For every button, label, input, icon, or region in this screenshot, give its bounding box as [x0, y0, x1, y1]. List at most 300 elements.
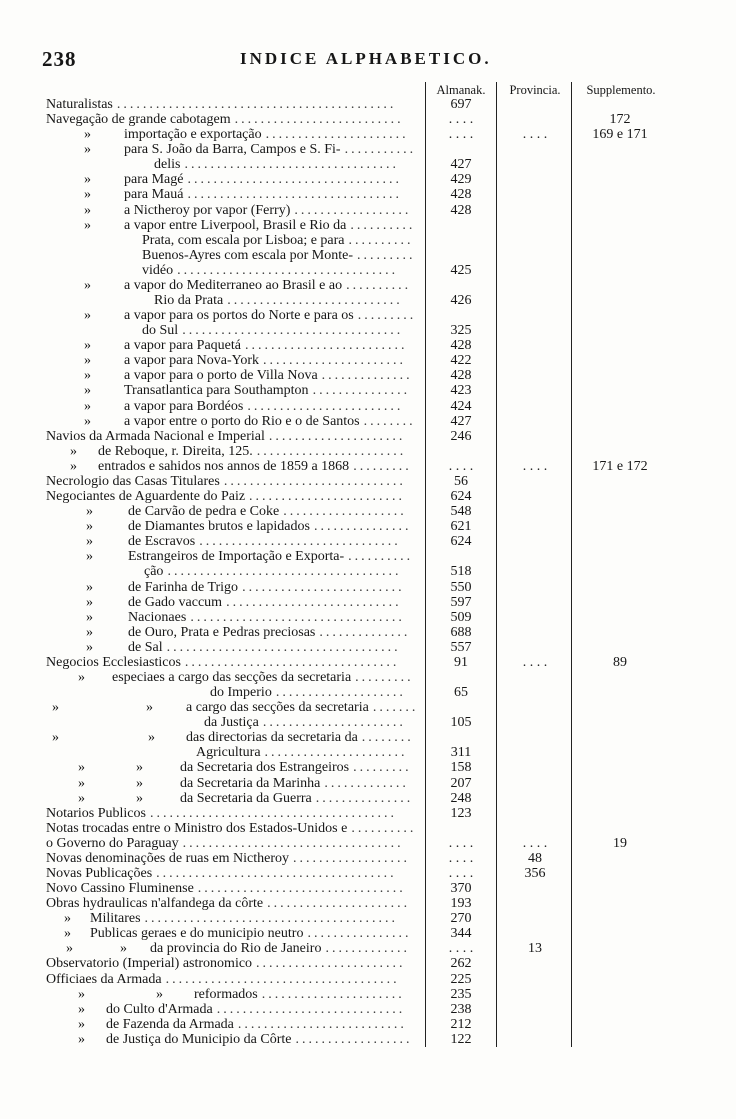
- index-row: [0, 625, 736, 640]
- entry-label: de Escravos: [128, 534, 196, 550]
- almanak-ref: 557: [450, 639, 472, 655]
- dot-leaders: ...............: [315, 790, 414, 806]
- ditto-mark: »: [78, 1001, 85, 1017]
- entry-label: Novas Publicações: [46, 865, 153, 881]
- dot-leaders: ......................: [265, 127, 409, 143]
- ditto-mark: »: [84, 383, 91, 399]
- dot-leaders: ..................: [295, 1031, 413, 1047]
- dot-leaders: .....................................: [156, 865, 397, 881]
- ditto-mark: »: [84, 142, 91, 158]
- dot-leaders: .................................: [184, 654, 400, 670]
- almanak-ref: 422: [450, 353, 472, 369]
- almanak-ref: 246: [450, 428, 472, 444]
- dot-leaders: ......................: [262, 715, 406, 731]
- dot-leaders: .................................: [187, 172, 402, 188]
- almanak-ref: 428: [450, 368, 472, 384]
- dot-leaders: .........................: [245, 338, 408, 354]
- almanak-ref: . . . .: [448, 850, 474, 866]
- entry-label: de Fazenda da Armada: [106, 1016, 234, 1032]
- entry-label: de Gado vaccum: [128, 594, 223, 610]
- dot-leaders: ......................: [267, 896, 411, 912]
- entry-label: Notas trocadas entre o Ministro dos Estados-Unidos e: [46, 820, 348, 836]
- entry-label: entrados e sahidos nos annos de 1859 a 1868: [98, 458, 350, 474]
- dot-leaders: ..................................: [182, 323, 404, 339]
- dot-leaders: ...........: [344, 142, 417, 158]
- almanak-ref: 91: [454, 654, 468, 670]
- almanak-ref: 425: [450, 262, 472, 278]
- almanak-ref: 697: [450, 97, 472, 112]
- index-row: [0, 851, 736, 866]
- index-row: [0, 700, 736, 715]
- entry-label: Novas denominações de ruas em Nictheroy: [46, 850, 289, 866]
- entry-label: da Secretaria da Guerra: [180, 790, 312, 806]
- ditto-mark: »: [84, 172, 91, 188]
- ditto-mark: »: [78, 669, 85, 685]
- entry-label: Navios da Armada Nacional e Imperial: [46, 428, 265, 444]
- entry-label: de Justiça do Municipio da Côrte: [106, 1031, 292, 1047]
- almanak-ref: . . . .: [448, 941, 474, 957]
- page-number: 238: [42, 47, 77, 71]
- ditto-mark: »: [78, 1016, 85, 1032]
- entry-label: a Nictheroy por vapor (Ferry): [124, 202, 291, 218]
- index-row: [0, 911, 736, 926]
- index-row: [0, 685, 736, 700]
- index-row: [0, 806, 736, 821]
- entry-label: Negocios Ecclesiasticos: [46, 654, 181, 670]
- index-row: [0, 836, 736, 851]
- ditto-mark: »: [84, 353, 91, 369]
- ditto-mark: »: [84, 217, 91, 233]
- almanak-ref: 235: [450, 986, 472, 1002]
- ditto-mark: »: [86, 534, 93, 550]
- entry-label: do Culto d'Armada: [106, 1001, 213, 1017]
- almanak-ref: 262: [450, 956, 472, 972]
- almanak-ref: 65: [454, 685, 468, 701]
- ditto-mark: »: [136, 775, 143, 791]
- column-header-provincia: Provincia.: [509, 83, 561, 97]
- index-row: [0, 308, 736, 323]
- index-row: [0, 866, 736, 881]
- index-row: [0, 429, 736, 444]
- column-header-almanak: Almanak.: [436, 83, 486, 97]
- ditto-mark: »: [64, 926, 71, 942]
- entry-label: Prata, com escala por Lisboa; e para: [142, 232, 345, 248]
- entry-label: para Mauá: [124, 187, 184, 203]
- almanak-ref: 344: [450, 926, 472, 942]
- index-row: [0, 610, 736, 625]
- almanak-ref: 123: [450, 805, 472, 821]
- dot-leaders: .......................: [256, 443, 407, 459]
- index-row: [0, 730, 736, 745]
- ditto-mark: »: [86, 609, 93, 625]
- index-row: [0, 564, 736, 579]
- index-row: [0, 187, 736, 202]
- dot-leaders: .........: [356, 247, 416, 263]
- index-row: [0, 218, 736, 233]
- index-row: [0, 640, 736, 655]
- almanak-ref: 207: [450, 775, 472, 791]
- almanak-ref: 624: [450, 489, 472, 505]
- entry-label: de Farinha de Trigo: [128, 579, 239, 595]
- entry-label: importação e exportação: [124, 127, 262, 143]
- ditto-mark: »: [86, 519, 93, 535]
- dot-leaders: ...................: [283, 504, 407, 520]
- index-row: [0, 745, 736, 760]
- dot-leaders: ...............: [312, 383, 411, 399]
- entry-label: Buenos-Ayres com escala por Monte-: [142, 247, 353, 263]
- dot-leaders: .......................................: [144, 911, 399, 927]
- ditto-mark: »: [78, 790, 85, 806]
- entry-label: Officiaes da Armada: [46, 971, 162, 987]
- ditto-mark: »: [136, 760, 143, 776]
- entry-label: do Sul: [142, 323, 179, 339]
- ditto-mark: »: [86, 624, 93, 640]
- ditto-mark: »: [70, 458, 77, 474]
- ditto-mark: »: [120, 941, 127, 957]
- dot-leaders: .........: [353, 760, 412, 776]
- supplemento-ref: 19: [613, 835, 627, 851]
- almanak-ref: 423: [450, 383, 472, 399]
- almanak-ref: 248: [450, 790, 472, 806]
- index-row: [0, 1002, 736, 1017]
- index-row: [0, 896, 736, 911]
- entry-label: a vapor para o porto de Villa Nova: [124, 368, 318, 384]
- almanak-ref: 518: [450, 564, 472, 580]
- column-header-supplemento: Supplemento.: [586, 83, 656, 97]
- ditto-mark: »: [70, 443, 77, 459]
- dot-leaders: ..........: [346, 277, 412, 293]
- entry-label: para Magé: [124, 172, 184, 188]
- dot-leaders: ..................................: [177, 262, 399, 278]
- entry-label: Estrangeiros de Importação e Exporta-: [128, 549, 345, 565]
- almanak-ref: . . . .: [448, 835, 474, 851]
- almanak-ref: 621: [450, 519, 472, 535]
- dot-leaders: ................................: [197, 881, 406, 897]
- dot-leaders: .........................: [242, 579, 405, 595]
- dot-leaders: ..............: [321, 368, 413, 384]
- index-row: [0, 670, 736, 685]
- dot-leaders: ..........................: [237, 1016, 407, 1032]
- almanak-ref: 427: [450, 157, 472, 173]
- provincia-ref: . . . .: [522, 127, 548, 143]
- almanak-ref: 597: [450, 594, 472, 610]
- dot-leaders: ................: [307, 926, 412, 942]
- dot-leaders: .......: [372, 700, 419, 716]
- index-row: [0, 972, 736, 987]
- entry-label: Novo Cassino Fluminense: [46, 881, 194, 897]
- supplemento-ref: 89: [613, 654, 627, 670]
- dot-leaders: ....................................: [167, 564, 402, 580]
- index-row: [0, 760, 736, 775]
- almanak-ref: 325: [450, 323, 472, 339]
- index-row: [0, 926, 736, 941]
- entry-label: de Ouro, Prata e Pedras preciosas: [128, 624, 316, 640]
- dot-leaders: ........................: [247, 398, 404, 414]
- dot-leaders: .....................: [268, 428, 406, 444]
- ditto-mark: »: [86, 579, 93, 595]
- ditto-mark: »: [86, 639, 93, 655]
- entry-label: de Reboque, r. Direita, 125.: [98, 443, 253, 459]
- index-row: [0, 338, 736, 353]
- entry-label: o Governo do Paraguay: [46, 835, 179, 851]
- entry-label: a vapor para Bordéos: [124, 398, 244, 414]
- dot-leaders: .............: [324, 775, 409, 791]
- entry-label: a vapor entre o porto do Rio e o de Santos: [124, 413, 360, 429]
- ditto-mark: »: [84, 338, 91, 354]
- almanak-ref: 311: [450, 745, 472, 761]
- index-row: [0, 444, 736, 459]
- dot-leaders: ......................: [261, 986, 405, 1002]
- supplemento-ref: 171 e 172: [592, 458, 648, 474]
- index-row: [0, 791, 736, 806]
- entry-label: Necrologio das Casas Titulares: [46, 473, 220, 489]
- index-row: [0, 987, 736, 1002]
- index-row: [0, 142, 736, 157]
- index-row: [0, 881, 736, 896]
- dot-leaders: ..................: [294, 202, 412, 218]
- index-row: [0, 956, 736, 971]
- dot-leaders: ...............: [313, 519, 412, 535]
- entry-label: Transatlantica para Southampton: [124, 383, 309, 399]
- almanak-ref: 624: [450, 534, 472, 550]
- dot-leaders: ........: [363, 413, 416, 429]
- index-row: [0, 459, 736, 474]
- index-row: [0, 368, 736, 383]
- ditto-mark: »: [84, 308, 91, 324]
- ditto-mark: »: [86, 549, 93, 565]
- ditto-mark: »: [148, 730, 155, 746]
- entry-label: Agricultura: [196, 745, 261, 761]
- almanak-ref: 428: [450, 338, 472, 354]
- entry-label: a cargo das secções da secretaria: [186, 700, 369, 716]
- dot-leaders: ......................................: [149, 805, 397, 821]
- ditto-mark: »: [136, 790, 143, 806]
- page-title: INDICE ALPHABETICO.: [240, 49, 492, 68]
- ditto-mark: »: [84, 187, 91, 203]
- entry-label: de Diamantes brutos e lapidados: [128, 519, 310, 535]
- entry-label: Obras hydraulicas n'alfandega da côrte: [46, 896, 264, 912]
- supplemento-ref: 169 e 171: [592, 127, 648, 143]
- index-row: [0, 776, 736, 791]
- almanak-ref: 56: [454, 473, 468, 489]
- almanak-ref: . . . .: [448, 458, 474, 474]
- dot-leaders: .............................: [216, 1001, 406, 1017]
- index-row: [0, 474, 736, 489]
- almanak-ref: 225: [450, 971, 472, 987]
- dot-leaders: ...........................................: [116, 97, 397, 112]
- ditto-mark: »: [84, 368, 91, 384]
- index-row: [0, 504, 736, 519]
- entry-label: da Justiça: [204, 715, 259, 731]
- provincia-ref: . . . .: [522, 458, 548, 474]
- entry-label: Rio da Prata: [154, 293, 224, 309]
- index-row: [0, 595, 736, 610]
- entry-label: de Sal: [128, 639, 163, 655]
- almanak-ref: 426: [450, 293, 472, 309]
- almanak-ref: 212: [450, 1016, 472, 1032]
- index-row: [0, 1032, 736, 1047]
- almanak-ref: 548: [450, 504, 472, 520]
- ditto-mark: »: [52, 730, 59, 746]
- entry-label: a vapor para Nova-York: [124, 353, 260, 369]
- ditto-mark: »: [64, 911, 71, 927]
- ditto-mark: »: [52, 700, 59, 716]
- almanak-ref: 158: [450, 760, 472, 776]
- index-row: [0, 353, 736, 368]
- index-row: [0, 580, 736, 595]
- entry-label: especiaes a cargo das secções da secretaria: [112, 669, 352, 685]
- entry-label: da provincia do Rio de Janeiro: [150, 941, 322, 957]
- index-row: [0, 534, 736, 549]
- dot-leaders: ..................................: [182, 835, 404, 851]
- almanak-ref: . . . .: [448, 112, 474, 128]
- almanak-ref: 509: [450, 609, 472, 625]
- dot-leaders: ..........: [348, 549, 414, 565]
- dot-leaders: .................................: [190, 609, 405, 625]
- dot-leaders: .............: [325, 941, 410, 957]
- supplemento-ref: 172: [609, 112, 631, 128]
- almanak-ref: 238: [450, 1001, 472, 1017]
- entry-label: para S. João da Barra, Campos e S. Fi-: [124, 142, 341, 158]
- dot-leaders: ..............: [319, 624, 411, 640]
- ditto-mark: »: [66, 941, 73, 957]
- almanak-ref: . . . .: [448, 865, 474, 881]
- dot-leaders: ........: [361, 730, 414, 746]
- dot-leaders: ....................: [275, 685, 406, 701]
- index-row: [0, 715, 736, 730]
- ditto-mark: »: [84, 202, 91, 218]
- index-row: [0, 112, 736, 127]
- entry-label: do Imperio: [210, 685, 272, 701]
- dot-leaders: ...........................: [226, 594, 402, 610]
- entry-label: a vapor para os portos do Norte e para os: [124, 308, 354, 324]
- entry-label: vidéo: [142, 262, 174, 278]
- index-row: [0, 233, 736, 248]
- provincia-ref: 13: [528, 941, 542, 957]
- almanak-ref: 428: [450, 202, 472, 218]
- dot-leaders: ..........: [351, 820, 417, 836]
- index-row: [0, 821, 736, 836]
- almanak-ref: 550: [450, 579, 472, 595]
- entry-label: a vapor para Paquetá: [124, 338, 241, 354]
- provincia-ref: . . . .: [522, 654, 548, 670]
- dot-leaders: .........: [353, 458, 412, 474]
- dot-leaders: ........................: [249, 489, 406, 505]
- entry-label: delis: [154, 157, 181, 173]
- ditto-mark: »: [146, 700, 153, 716]
- entry-label: da Secretaria da Marinha: [180, 775, 321, 791]
- ditto-mark: »: [78, 1031, 85, 1047]
- ditto-mark: »: [78, 986, 85, 1002]
- dot-leaders: ..........: [348, 232, 414, 248]
- index-row: [0, 519, 736, 534]
- entry-label: Negociantes de Aguardente do Paiz: [46, 489, 246, 505]
- index-row: [0, 127, 736, 142]
- entry-label: Navegação de grande cabotagem: [46, 112, 231, 128]
- entry-label: Publicas geraes e do municipio neutro: [90, 926, 304, 942]
- index-row: [0, 399, 736, 414]
- ditto-mark: »: [78, 775, 85, 791]
- entry-label: das directorias da secretaria da: [186, 730, 358, 746]
- index-row: [0, 293, 736, 308]
- ditto-mark: »: [156, 986, 163, 1002]
- entry-label: da Secretaria dos Estrangeiros: [180, 760, 350, 776]
- entry-label: ção: [144, 564, 164, 580]
- entry-label: a vapor do Mediterraneo ao Brasil e ao: [124, 277, 343, 293]
- dot-leaders: .................................: [187, 187, 402, 203]
- dot-leaders: ..........: [350, 217, 416, 233]
- entry-label: Observatorio (Imperial) astronomico: [46, 956, 253, 972]
- index-row: [0, 414, 736, 429]
- entry-label: Nacionaes: [128, 609, 187, 625]
- index-row: [0, 549, 736, 564]
- dot-leaders: ......................: [264, 745, 408, 761]
- provincia-ref: 356: [524, 865, 546, 881]
- index-row: [0, 248, 736, 263]
- dot-leaders: .................................: [184, 157, 399, 173]
- dot-leaders: ...........................: [227, 293, 403, 309]
- almanak-ref: 105: [450, 715, 472, 731]
- ditto-mark: »: [86, 594, 93, 610]
- almanak-ref: 424: [450, 398, 472, 414]
- index-row: [0, 203, 736, 218]
- ditto-mark: »: [84, 127, 91, 143]
- dot-leaders: .........: [357, 308, 417, 324]
- dot-leaders: .........: [355, 669, 414, 685]
- dot-leaders: .......................: [256, 956, 406, 972]
- index-row: [0, 157, 736, 172]
- index-row: [0, 1017, 736, 1032]
- dot-leaders: ...............................: [199, 534, 401, 550]
- almanak-ref: 688: [450, 624, 472, 640]
- index-row: [0, 383, 736, 398]
- ditto-mark: »: [86, 504, 93, 520]
- almanak-ref: . . . .: [448, 127, 474, 143]
- ditto-mark: »: [84, 413, 91, 429]
- entry-label: Naturalistas: [46, 97, 113, 112]
- almanak-ref: 370: [450, 881, 472, 897]
- index-row: [0, 263, 736, 278]
- index-row: [0, 489, 736, 504]
- almanak-ref: 427: [450, 413, 472, 429]
- index-row: [0, 172, 736, 187]
- index-row: [0, 655, 736, 670]
- entry-label: Militares: [90, 911, 141, 927]
- entry-label: de Carvão de pedra e Coke: [128, 504, 280, 520]
- index-row: [0, 941, 736, 956]
- ditto-mark: »: [84, 398, 91, 414]
- entry-label: a vapor entre Liverpool, Brasil e Rio da: [124, 217, 347, 233]
- ditto-mark: »: [84, 277, 91, 293]
- almanak-ref: 122: [450, 1031, 472, 1047]
- index-row: [0, 97, 736, 112]
- almanak-ref: 429: [450, 172, 472, 188]
- almanak-ref: 193: [450, 896, 472, 912]
- provincia-ref: 48: [528, 850, 542, 866]
- provincia-ref: . . . .: [522, 835, 548, 851]
- ditto-mark: »: [78, 760, 85, 776]
- index-row: [0, 278, 736, 293]
- entry-label: Notarios Publicos: [46, 805, 146, 821]
- dot-leaders: ..................: [292, 850, 410, 866]
- dot-leaders: ............................: [223, 473, 406, 489]
- index-row: [0, 323, 736, 338]
- dot-leaders: ......................: [263, 353, 407, 369]
- dot-leaders: ....................................: [166, 639, 401, 655]
- dot-leaders: ..........................: [234, 112, 404, 128]
- entry-label: reformados: [194, 986, 258, 1002]
- dot-leaders: ....................................: [165, 971, 400, 987]
